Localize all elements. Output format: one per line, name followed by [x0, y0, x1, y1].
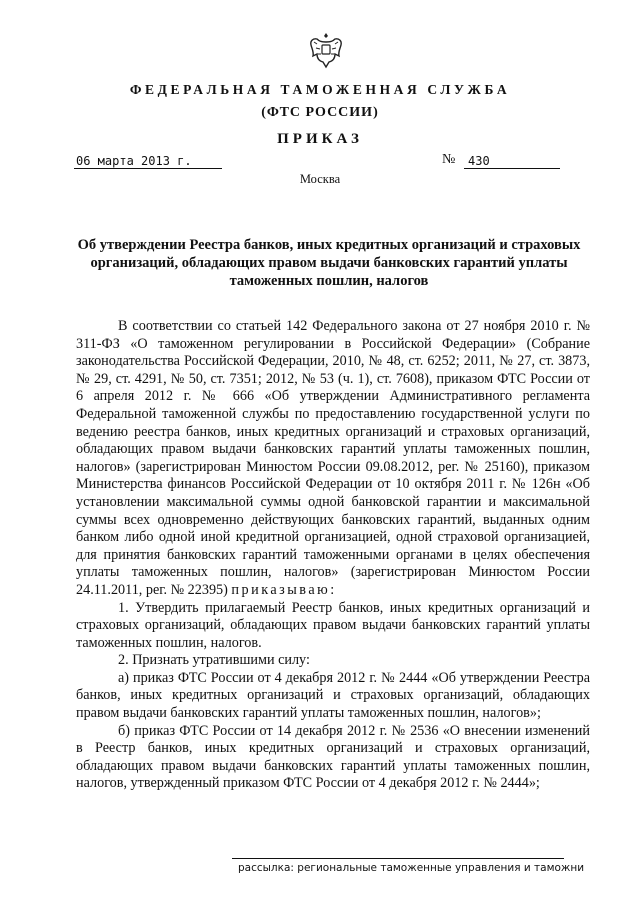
order-word: приказываю:	[231, 581, 337, 598]
document-body	[76, 318, 590, 793]
intro-text: В соответствии со статьей 142 Федерального закона от 27 ноября 2010 г. № 311-ФЗ «О таможенном регулировании в Российской Федерации» (Собрание законодательства Российской Федерации, 2010, № 48, ст. 6252; 2011, № 27, ст. 3873, № 29, ст. 4291, № 50, ст. 7351; 2012, № 53 (ч. 1), ст. 7608), приказом ФТС России от 6 апреля 2012 г. № 666 «Об утверждении Административного регламента Федеральной таможенной службы по предоставлению государственной услуги по ведению реестра банков, иных кредитных организаций и страховых организаций, обладающих правом выдачи банковских гарантий уплаты таможенных пошлин, налогов» (зарегистрирован Минюстом России 09.08.2012, рег. № 25160), приказом Министерства финансов Российской Федерации от 10 октября 2011 г. № 126н «Об установлении максимальной суммы одной банковской гарантии и максимальной суммы всех одновременно действующих банковских гарантий, выданных одним банком либо одной иной кредитной организацией, одной страховой организацией, для принятия банковских гарантий таможенными органами в целях обеспечения уплаты таможенных пошлин, налогов» (зарегистрирован Минюстом России 24.11.2011, рег. № 22395)	[76, 318, 590, 598]
heading-line: организаций, обладающих правом выдачи банковских гарантий уплаты	[90, 255, 568, 271]
issue-city: Москва	[299, 172, 341, 186]
item-2-paragraph: 2. Признать утратившими силу:	[118, 652, 310, 669]
item-2b-paragraph: б) приказ ФТС России от 14 декабря 2012 г. № 2536 «О внесении изменений в Реестр банков, иных кредитных организаций и страховых организаций, обладающих правом выдачи банковских гарантий уплаты таможенных пошлин, налогов, утвержденный приказом ФТС России от 4 декабря 2012 г. № 2444»;	[76, 722, 590, 792]
organization-title: ФЕДЕРАЛЬНАЯ ТАМОЖЕННАЯ СЛУЖБА	[129, 82, 511, 97]
distribution-note: рассылка: региональные таможенные управления и таможни	[238, 862, 585, 874]
footer-divider	[232, 858, 564, 859]
heading-line: Об утверждении Реестра банков, иных кредитных организаций и страховых	[77, 237, 581, 253]
document-type: ПРИКАЗ	[277, 131, 363, 147]
order-date: 06 марта 2013 г.	[74, 154, 222, 169]
heading-line: таможенных пошлин, налогов	[229, 273, 429, 289]
order-number-sign: №	[442, 152, 456, 167]
intro-paragraph	[76, 318, 590, 600]
double-headed-eagle-icon	[308, 30, 344, 70]
order-number: 430	[464, 154, 560, 169]
organization-short-name: (ФТС РОССИИ)	[261, 105, 379, 120]
item-1-paragraph: 1. Утвердить прилагаемый Реестр банков, иных кредитных организаций и страховых организаций, обладающих правом выдачи банковских гарантий уплаты таможенных пошлин, налогов.	[76, 599, 590, 651]
document-heading	[64, 236, 594, 290]
item-2a-paragraph: а) приказ ФТС России от 4 декабря 2012 г. № 2444 «Об утверждении Реестра банков, иных кредитных организаций и страховых организаций, обладающих правом выдачи банковских гарантий уплаты таможенных пошлин, налогов»;	[76, 669, 590, 722]
